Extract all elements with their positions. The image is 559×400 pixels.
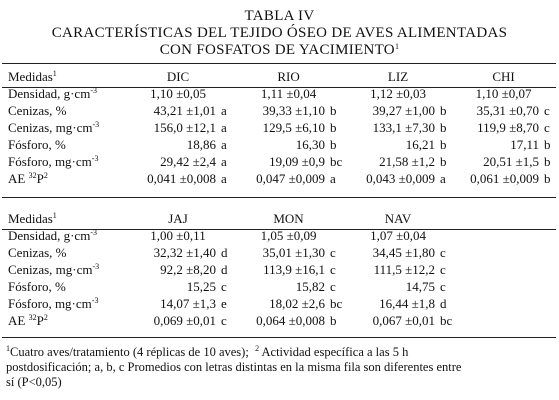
significance-letter: b xyxy=(544,171,551,186)
footnote-line-3: sí (P<0,05) xyxy=(6,375,62,389)
unit-exponent: -3 xyxy=(90,228,97,237)
row-label-cell xyxy=(2,136,124,153)
value-cell: 18,86 xyxy=(186,137,216,152)
footnote-text-2: Actividad específica a las 5 h xyxy=(261,345,409,359)
isotope-mark: 32 xyxy=(28,171,37,180)
value-cell: 1,10 ±0,07 xyxy=(475,86,532,101)
value-cell: 0,047 ±0,009 xyxy=(256,171,326,186)
header-row xyxy=(2,210,556,227)
significance-letter: b xyxy=(544,137,551,152)
header-footnote-mark: 1 xyxy=(52,211,57,220)
unit-exponent: -3 xyxy=(92,120,100,129)
header-label-cell xyxy=(2,68,124,85)
unit-exponent: -3 xyxy=(91,296,99,305)
value-cell: 1,12 ±0,03 xyxy=(370,86,426,101)
caption-footnote-mark: 1 xyxy=(394,42,400,51)
row-label-cell xyxy=(2,295,124,312)
significance-letter: e xyxy=(221,296,227,311)
value-cell: 16,30 xyxy=(295,137,326,152)
value-cell: 0,043 ±0,009 xyxy=(366,171,436,186)
column-header: JAJ xyxy=(168,211,188,226)
value-cell: 14,75 xyxy=(405,279,436,294)
value-cell: 156,0 ±12,1 xyxy=(153,120,216,135)
unit-exponent: -3 xyxy=(92,262,100,271)
footnote-line-2: postdosificación; a, b, c Promedios con letras distintas en la misma fila son diferentes entre xyxy=(6,360,462,374)
value-cell: 1,00 ±0,11 xyxy=(150,228,206,243)
row-label-cell xyxy=(2,278,124,295)
significance-letter: b xyxy=(330,137,337,152)
header-label: Medidas xyxy=(8,211,53,226)
unit-exponent: 2 xyxy=(43,171,48,180)
significance-letter: a xyxy=(221,120,227,135)
significance-letter: a xyxy=(221,171,227,186)
value-cell: 15,25 xyxy=(186,279,216,294)
value-cell: 32,32 ±1,40 xyxy=(153,245,216,260)
row-label-element: P xyxy=(36,171,44,186)
significance-letter: b xyxy=(544,154,551,169)
significance-letter: c xyxy=(544,120,550,135)
row-label: Densidad, g·cm xyxy=(8,86,91,101)
header-row xyxy=(2,68,556,85)
value-cell: 92,2 ±8,20 xyxy=(160,262,216,277)
significance-letter: b xyxy=(440,120,447,135)
significance-letter: a xyxy=(221,154,227,169)
significance-letter: a xyxy=(221,103,227,118)
significance-letter: a xyxy=(221,137,227,152)
significance-letter: a xyxy=(440,171,446,186)
empty-cell xyxy=(451,278,556,295)
row-label: Fósforo, mg·cm xyxy=(8,154,92,169)
unit-exponent: 2 xyxy=(43,313,48,322)
bottom-rule-block-2 xyxy=(2,337,556,338)
table-title: TABLA IV xyxy=(244,8,315,24)
top-rule-block-1 xyxy=(2,63,556,64)
isotope-mark: 32 xyxy=(28,313,37,322)
column-header: DIC xyxy=(166,69,190,84)
value-cell: 0,069 ±0,01 xyxy=(153,313,216,328)
column-header xyxy=(451,210,556,227)
value-cell: 0,061 ±0,009 xyxy=(470,171,540,186)
significance-letter: b xyxy=(440,154,447,169)
significance-letter: d xyxy=(440,296,447,311)
significance-letter: c xyxy=(221,279,227,294)
value-cell: 133,1 ±7,30 xyxy=(372,120,436,135)
value-cell: 0,064 ±0,008 xyxy=(256,313,326,328)
value-cell: 18,02 ±2,6 xyxy=(269,296,326,311)
row-label-cell xyxy=(2,102,124,119)
table-caption-line-2 xyxy=(0,42,559,58)
row-label-element: P xyxy=(36,313,44,328)
significance-letter: b xyxy=(330,120,337,135)
column-header: CHI xyxy=(492,69,515,84)
value-cell: 1,05 ±0,09 xyxy=(260,228,317,243)
significance-letter: a xyxy=(330,171,336,186)
significance-letter: b xyxy=(440,103,447,118)
significance-letter: c xyxy=(440,279,446,294)
value-cell: 119,9 ±8,70 xyxy=(477,120,540,135)
data-table-block-1 xyxy=(2,68,556,187)
empty-cell xyxy=(451,261,556,278)
row-label-cell xyxy=(2,153,124,170)
footnote-text-1: Cuatro aves/tratamiento (4 réplicas de 10 aves); xyxy=(10,345,249,359)
header-rule-block-2 xyxy=(2,229,556,230)
significance-letter: bc xyxy=(330,296,343,311)
significance-letter: c xyxy=(330,279,336,294)
value-cell: 129,5 ±6,10 xyxy=(262,120,326,135)
row-label: Fósforo, % xyxy=(8,279,66,294)
table-caption-line-1: CARACTERÍSTICAS DEL TEJIDO ÓSEO DE AVES ALIMENTADAS xyxy=(51,25,508,41)
row-label: Fósforo, mg·cm xyxy=(8,296,92,311)
row-label: AE xyxy=(8,171,29,186)
row-label: Cenizas, % xyxy=(8,103,67,118)
value-cell: 43,21 ±1,01 xyxy=(153,103,216,118)
significance-letter: b xyxy=(330,103,337,118)
value-cell: 113,9 ±16,1 xyxy=(263,262,326,277)
value-cell: 0,067 ±0,01 xyxy=(372,313,436,328)
table-row xyxy=(2,244,556,261)
data-table-block-2 xyxy=(2,210,556,329)
significance-letter: c xyxy=(330,245,336,260)
table-row xyxy=(2,278,556,295)
value-cell: 21,58 ±1,2 xyxy=(379,154,436,169)
value-cell: 14,07 ±1,3 xyxy=(160,296,216,311)
significance-letter: b xyxy=(330,313,337,328)
table-row xyxy=(2,102,556,119)
table-row xyxy=(2,153,556,170)
bottom-rule-block-1 xyxy=(2,197,556,198)
value-cell: 35,31 ±0,70 xyxy=(476,103,540,118)
row-label: Densidad, g·cm xyxy=(8,228,91,243)
value-cell: 0,041 ±0,008 xyxy=(147,171,216,186)
row-label: Cenizas, % xyxy=(8,245,67,260)
table-row xyxy=(2,119,556,136)
row-label: Cenizas, mg·cm xyxy=(8,120,93,135)
value-cell: 39,27 ±1,00 xyxy=(372,103,436,118)
footnote-mark-1: 1 xyxy=(6,344,10,353)
significance-letter: c xyxy=(544,103,550,118)
row-label-cell xyxy=(2,244,124,261)
header-label-cell xyxy=(2,210,124,227)
significance-letter: d xyxy=(221,245,228,260)
footnote-line-1 xyxy=(6,345,551,360)
table-row xyxy=(2,261,556,278)
value-cell: 29,42 ±2,4 xyxy=(160,154,216,169)
significance-letter: c xyxy=(330,262,336,277)
empty-cell xyxy=(451,312,556,329)
empty-cell xyxy=(451,244,556,261)
significance-letter: c xyxy=(440,245,446,260)
row-label-cell xyxy=(2,170,124,187)
row-label-cell xyxy=(2,312,124,329)
value-cell: 1,11 ±0,04 xyxy=(260,86,317,101)
value-cell: 16,21 xyxy=(405,137,436,152)
significance-letter: b xyxy=(440,137,447,152)
significance-letter: c xyxy=(221,313,227,328)
header-label: Medidas xyxy=(8,69,53,84)
unit-exponent: -3 xyxy=(90,86,97,95)
empty-cell xyxy=(451,295,556,312)
value-cell: 1,10 ±0,05 xyxy=(150,86,206,101)
row-label-cell xyxy=(2,119,124,136)
column-header: MON xyxy=(273,211,304,226)
value-cell: 20,51 ±1,5 xyxy=(483,154,540,169)
table-row xyxy=(2,136,556,153)
value-cell: 17,11 xyxy=(510,137,540,152)
header-rule-block-1 xyxy=(2,87,556,88)
value-cell: 19,09 ±0,9 xyxy=(269,154,326,169)
significance-letter: d xyxy=(221,262,228,277)
row-label: AE xyxy=(8,313,29,328)
value-cell: 1,07 ±0,04 xyxy=(370,228,426,243)
caption-text: CON FOSFATOS DE YACIMIENTO xyxy=(159,42,395,58)
significance-letter: c xyxy=(440,262,446,277)
significance-letter: bc xyxy=(440,313,453,328)
significance-letter: bc xyxy=(330,154,343,169)
table-row xyxy=(2,170,556,187)
value-cell: 15,82 xyxy=(295,279,326,294)
value-cell: 34,45 ±1,80 xyxy=(372,245,436,260)
row-label: Fósforo, % xyxy=(8,137,66,152)
footnote-mark-2: 2 xyxy=(255,344,260,353)
column-header: NAV xyxy=(384,211,412,226)
row-label: Cenizas, mg·cm xyxy=(8,262,93,277)
row-label-cell xyxy=(2,261,124,278)
table-row xyxy=(2,312,556,329)
value-cell: 16,44 ±1,8 xyxy=(379,296,436,311)
table-row xyxy=(2,295,556,312)
value-cell: 35,01 ±1,30 xyxy=(262,245,326,260)
unit-exponent: -3 xyxy=(91,154,99,163)
value-cell: 39,33 ±1,10 xyxy=(262,103,326,118)
header-footnote-mark: 1 xyxy=(52,69,57,78)
column-header: RIO xyxy=(277,69,300,84)
value-cell: 111,5 ±12,2 xyxy=(373,262,436,277)
column-header: LIZ xyxy=(387,69,409,84)
